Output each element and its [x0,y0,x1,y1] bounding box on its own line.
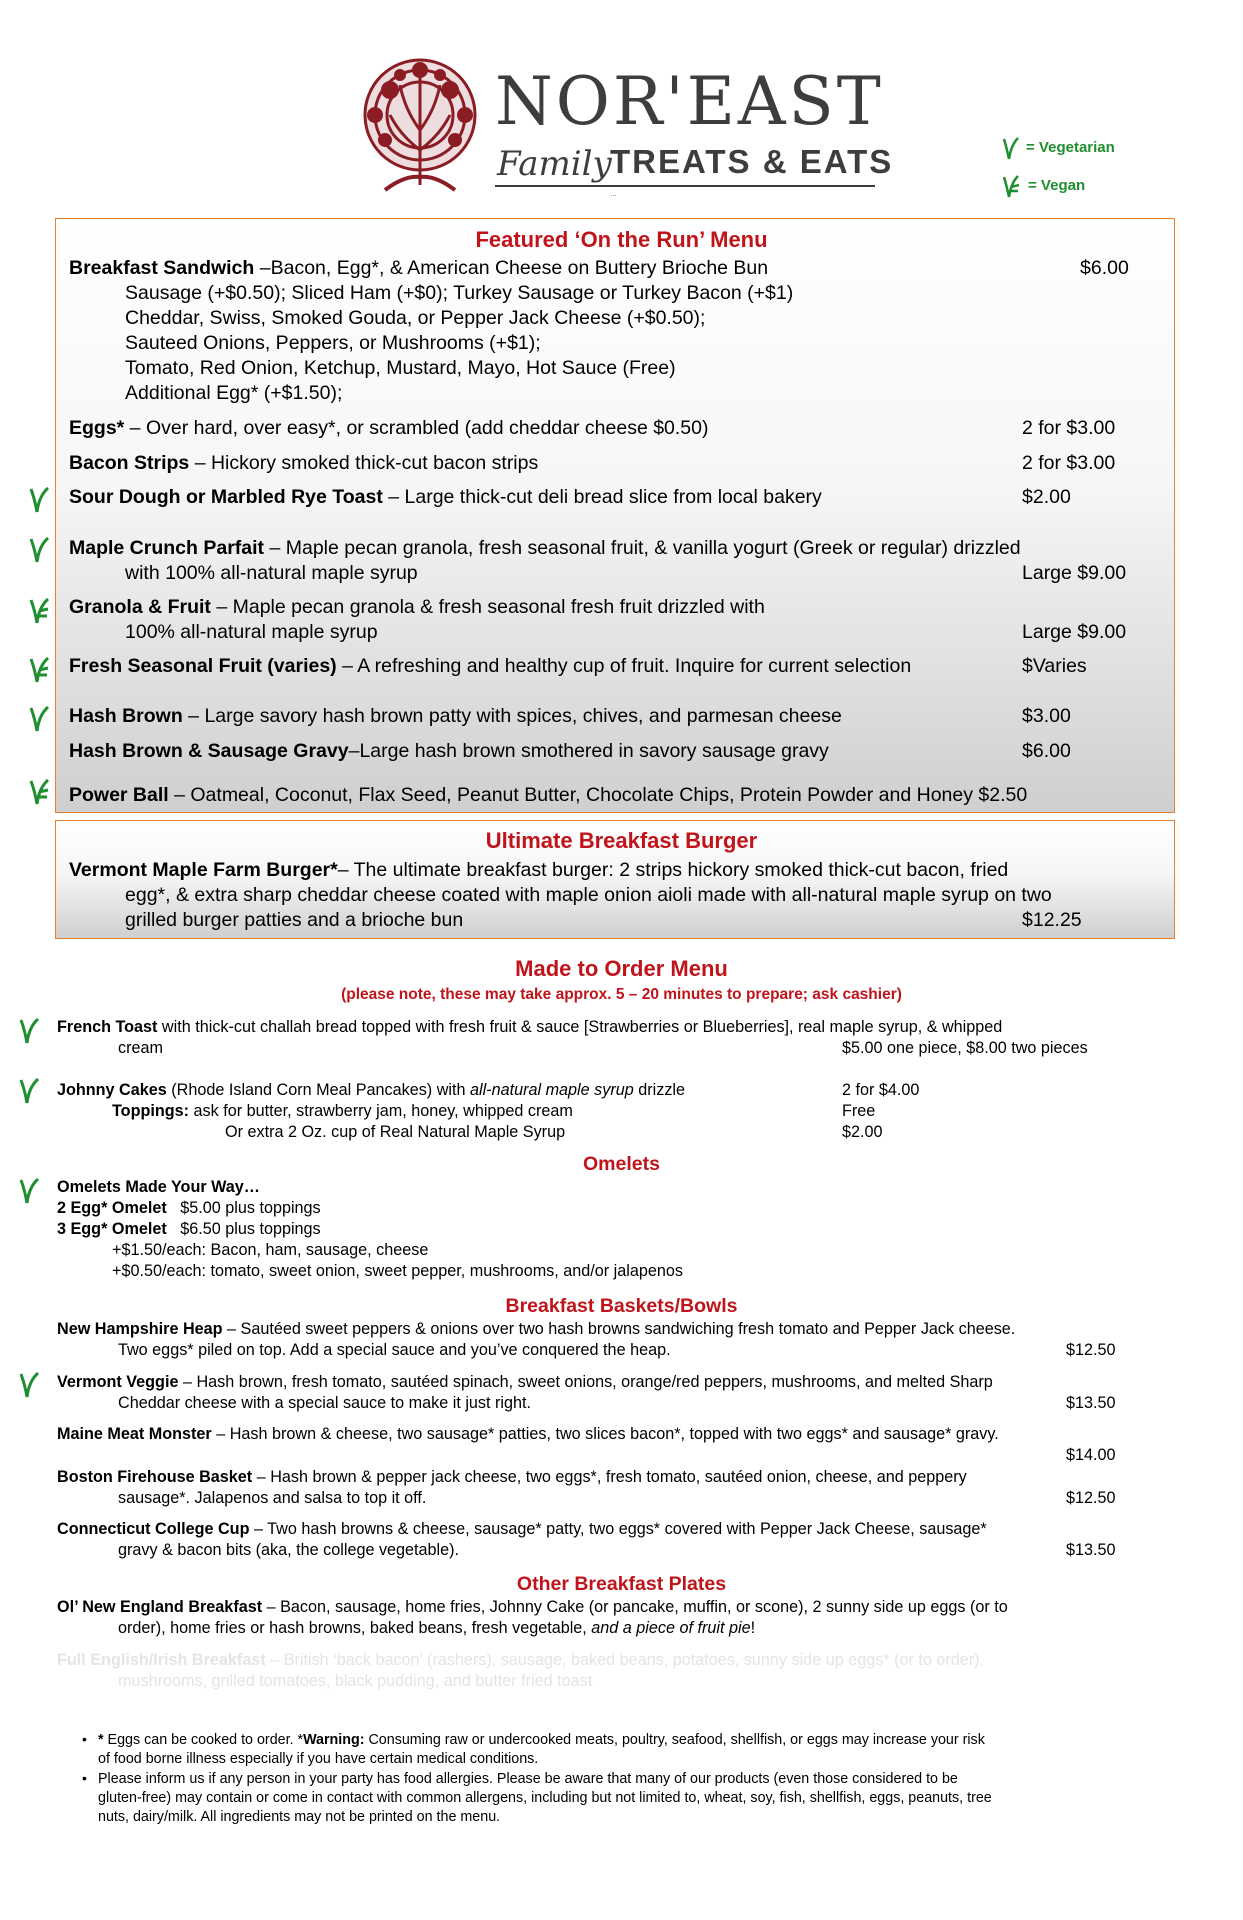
menu-item-boston-firehouse: Boston Firehouse Basket – Hash brown & pepper jack cheese, two eggs*, fresh tomato, sautéed onion, cheese, and peppery [57,1468,967,1486]
price-breakfast-sandwich: $6.00 [1080,257,1129,279]
price-bacon: 2 for $3.00 [1022,452,1116,474]
parfait-desc: with 100% all-natural maple syrup [125,562,418,584]
bullet: • [82,1770,87,1786]
burger-desc: grilled burger patties and a brioche bun [125,909,464,931]
menu-item-power-ball: Power Ball – Oatmeal, Coconut, Flax Seed, Peanut Butter, Chocolate Chips, Protein Powder and Honey $2.50 [69,784,1028,806]
made-to-order-title: Made to Order Menu [515,956,728,981]
ct-desc: gravy & bacon bits (aka, the college vegetable). [118,1541,460,1559]
vegan-leaf-icon [1000,173,1022,199]
granola-desc: 100% all-natural maple syrup [125,621,378,643]
eng-desc: mushrooms, grilled tomatoes, black pudding, and butter fried toast [118,1672,593,1690]
omelet-topping-price: +$0.50/each: tomato, sweet onion, sweet pepper, mushrooms, and/or jalapenos [112,1262,683,1280]
logo [345,55,894,200]
menu-item-parfait: Maple Crunch Parfait – Maple pecan granola, fresh seasonal fruit, & vanilla yogurt (Greek or regular) drizzled [69,537,1021,559]
price-extra-syrup: $2.00 [842,1123,883,1141]
price-new-hampshire-heap: $12.50 [1066,1341,1116,1359]
ne-desc: order), home fries or hash browns, baked beans, fresh vegetable, and a piece of fruit pie! [118,1619,756,1637]
menu-item-vermont-veggie: Vermont Veggie – Hash brown, fresh tomato, sautéed spinach, sweet onions, orange/red peppers, mushrooms, and melted Sharp [57,1373,993,1391]
menu-item-toast: Sour Dough or Marbled Rye Toast – Large thick-cut deli bread slice from local bakery [69,486,822,508]
menu-item-johnny-cakes: Johnny Cakes (Rhode Island Corn Meal Pancakes) with all-natural maple syrup drizzle [57,1081,686,1099]
omelet-two-egg: 2 Egg* Omelet $5.00 plus toppings [57,1199,321,1217]
price-boston-firehouse: $12.50 [1066,1489,1116,1507]
price-french-toast: $5.00 one piece, $8.00 two pieces [842,1039,1088,1057]
omelets-heading: Omelets Made Your Way… [57,1178,260,1196]
vegetarian-leaf-icon [27,534,51,564]
legend-vegetarian: = Vegetarian [1000,135,1115,161]
menu-item-new-england-breakfast: Ol’ New England Breakfast – Bacon, sausage, home fries, Johnny Cake (or pancake, muffin, or scone), 2 sunny side up eggs (or to [57,1598,1008,1616]
omelet-topping-price: +$1.50/each: Bacon, ham, sausage, cheese [112,1241,429,1259]
sandwich-option: Additional Egg* (+$1.50); [125,382,343,404]
menu-item-bacon: Bacon Strips – Hickory smoked thick-cut bacon strips [69,452,539,474]
menu-item-hash-brown-gravy: Hash Brown & Sausage Gravy–Large hash brown smothered in savory sausage gravy [69,740,829,762]
menu-item-new-hampshire-heap: New Hampshire Heap – Sautéed sweet peppers & onions over two hash browns sandwiching fresh tomato and Pepper Jack cheese. [57,1320,1016,1338]
menu-item-full-english-breakfast: Full English/Irish Breakfast – British ‘back bacon’ (rashers), sausage, baked beans, potatoes, sunny side up eggs* (or to order), [57,1651,985,1669]
price-granola: Large $9.00 [1022,621,1127,643]
price-parfait: Large $9.00 [1022,562,1127,584]
menu-item-granola: Granola & Fruit – Maple pecan granola & fresh seasonal fresh fruit drizzled with [69,596,765,618]
vegetarian-leaf-icon [17,1369,41,1399]
menu-item-breakfast-sandwich: Breakfast Sandwich –Bacon, Egg*, & American Cheese on Buttery Brioche Bun [69,257,769,279]
menu-item-maine-meat-monster: Maine Meat Monster – Hash brown & cheese, two sausage* patties, two slices bacon*, topped with two eggs* and sausage* gravy. [57,1425,999,1443]
nh-desc: Two eggs* piled on top. Add a special sauce and you’ve conquered the heap. [118,1341,671,1359]
johnny-toppings: Toppings: ask for butter, strawberry jam, honey, whipped cream [112,1102,573,1120]
sandwich-option: Tomato, Red Onion, Ketchup, Mustard, Mayo, Hot Sauce (Free) [125,357,676,379]
legend-vegan: = Vegan [1000,173,1085,199]
price-connecticut-college-cup: $13.50 [1066,1541,1116,1559]
vegetarian-leaf-icon [17,1175,41,1205]
vegan-leaf-icon [27,776,51,806]
vegan-leaf-icon [27,595,51,625]
omelet-three-egg: 3 Egg* Omelet $6.50 plus toppings [57,1220,321,1238]
made-to-order-note: (please note, these may take approx. 5 – 20 minutes to prepare; ask cashier) [341,986,902,1003]
sandwich-option: Sauteed Onions, Peppers, or Mushrooms (+$1); [125,332,541,354]
tree-icon [345,55,495,195]
vegetarian-leaf-icon [27,703,51,733]
footer-eggs-warning: * Eggs can be cooked to order. *Warning: Consuming raw or undercooked meats, poultry, seafood, shellfish, or eggs may increase your risk [98,1732,985,1748]
price-vermont-burger: $12.25 [1022,909,1082,931]
footer-allergy-note-3: nuts, dairy/milk. All ingredients may not be printed on the menu. [98,1809,501,1825]
price-johnny-cakes: 2 for $4.00 [842,1081,920,1099]
vegetarian-leaf-icon [17,1015,41,1045]
vt-desc: Cheddar cheese with a special sauce to make it just right. [118,1394,531,1412]
ultimate-title: Ultimate Breakfast Burger [485,828,758,853]
price-vermont-veggie: $13.50 [1066,1394,1116,1412]
omelets-title: Omelets [583,1153,660,1175]
bullet: • [82,1731,87,1747]
brand-family: Family [497,144,612,184]
brand-rule [495,185,875,187]
sandwich-option: Cheddar, Swiss, Smoked Gouda, or Pepper Jack Cheese (+$0.50); [125,307,706,329]
footer-allergy-note-2: gluten-free) may contain or come in contact with common allergens, including but not limited to, wheat, soy, fish, shellfish, eggs, peanuts, tree [98,1790,992,1806]
brand-tagline: TREATS & EATS [610,143,894,180]
vegetarian-leaf-icon [17,1075,41,1105]
brand-name: NOR'EAST [495,63,884,140]
french-toast-desc: cream [118,1039,163,1057]
price-toast: $2.00 [1022,486,1071,508]
price-hash-brown: $3.00 [1022,705,1071,727]
burger-desc: egg*, & extra sharp cheddar cheese coated with maple onion aioli made with all-natural maple syrup on two [125,884,1052,906]
menu-item-connecticut-college-cup: Connecticut College Cup – Two hash browns & cheese, sausage* patty, two eggs* covered with Pepper Jack Cheese, sausage* [57,1520,987,1538]
price-eggs: 2 for $3.00 [1022,417,1116,439]
bos-desc: sausage*. Jalapenos and salsa to top it off. [118,1489,427,1507]
vegetarian-leaf-icon [27,484,51,514]
menu-item-fruit: Fresh Seasonal Fruit (varies) – A refreshing and healthy cup of fruit. Inquire for current selection [69,655,912,677]
featured-title: Featured ‘On the Run’ Menu [475,227,768,252]
price-fruit: $Varies [1022,655,1087,677]
footer-allergy-note: Please inform us if any person in your party has food allergies. Please be aware that many of our products (even those considered to be [98,1771,958,1787]
brand-small-text: ... [610,189,617,198]
price-maine-meat-monster: $14.00 [1066,1446,1116,1464]
price-toppings: Free [842,1102,876,1120]
vegetarian-leaf-icon [1000,135,1020,161]
other-plates-title: Other Breakfast Plates [516,1573,727,1595]
johnny-extra-syrup: Or extra 2 Oz. cup of Real Natural Maple Syrup [225,1123,566,1141]
footer-eggs-warning-2: of food borne illness especially if you have certain medical conditions. [98,1751,539,1767]
sandwich-option: Sausage (+$0.50); Sliced Ham (+$0); Turkey Sausage or Turkey Bacon (+$1) [125,282,794,304]
price-power-ball: $2.50 [978,784,1028,806]
baskets-title: Breakfast Baskets/Bowls [505,1295,738,1317]
menu-item-eggs: Eggs* – Over hard, over easy*, or scrambled (add cheddar cheese $0.50) [69,417,709,439]
menu-item-hash-brown: Hash Brown – Large savory hash brown patty with spices, chives, and parmesan cheese [69,705,842,727]
price-hash-brown-gravy: $6.00 [1022,740,1071,762]
menu-item-vermont-burger: Vermont Maple Farm Burger*– The ultimate breakfast burger: 2 strips hickory smoked thick-cut bacon, fried [69,859,1009,881]
vegan-leaf-icon [27,654,51,684]
menu-item-french-toast: French Toast with thick-cut challah bread topped with fresh fruit & sauce [Strawberries or Blueberries], real maple syrup, & whipped [57,1018,1003,1036]
